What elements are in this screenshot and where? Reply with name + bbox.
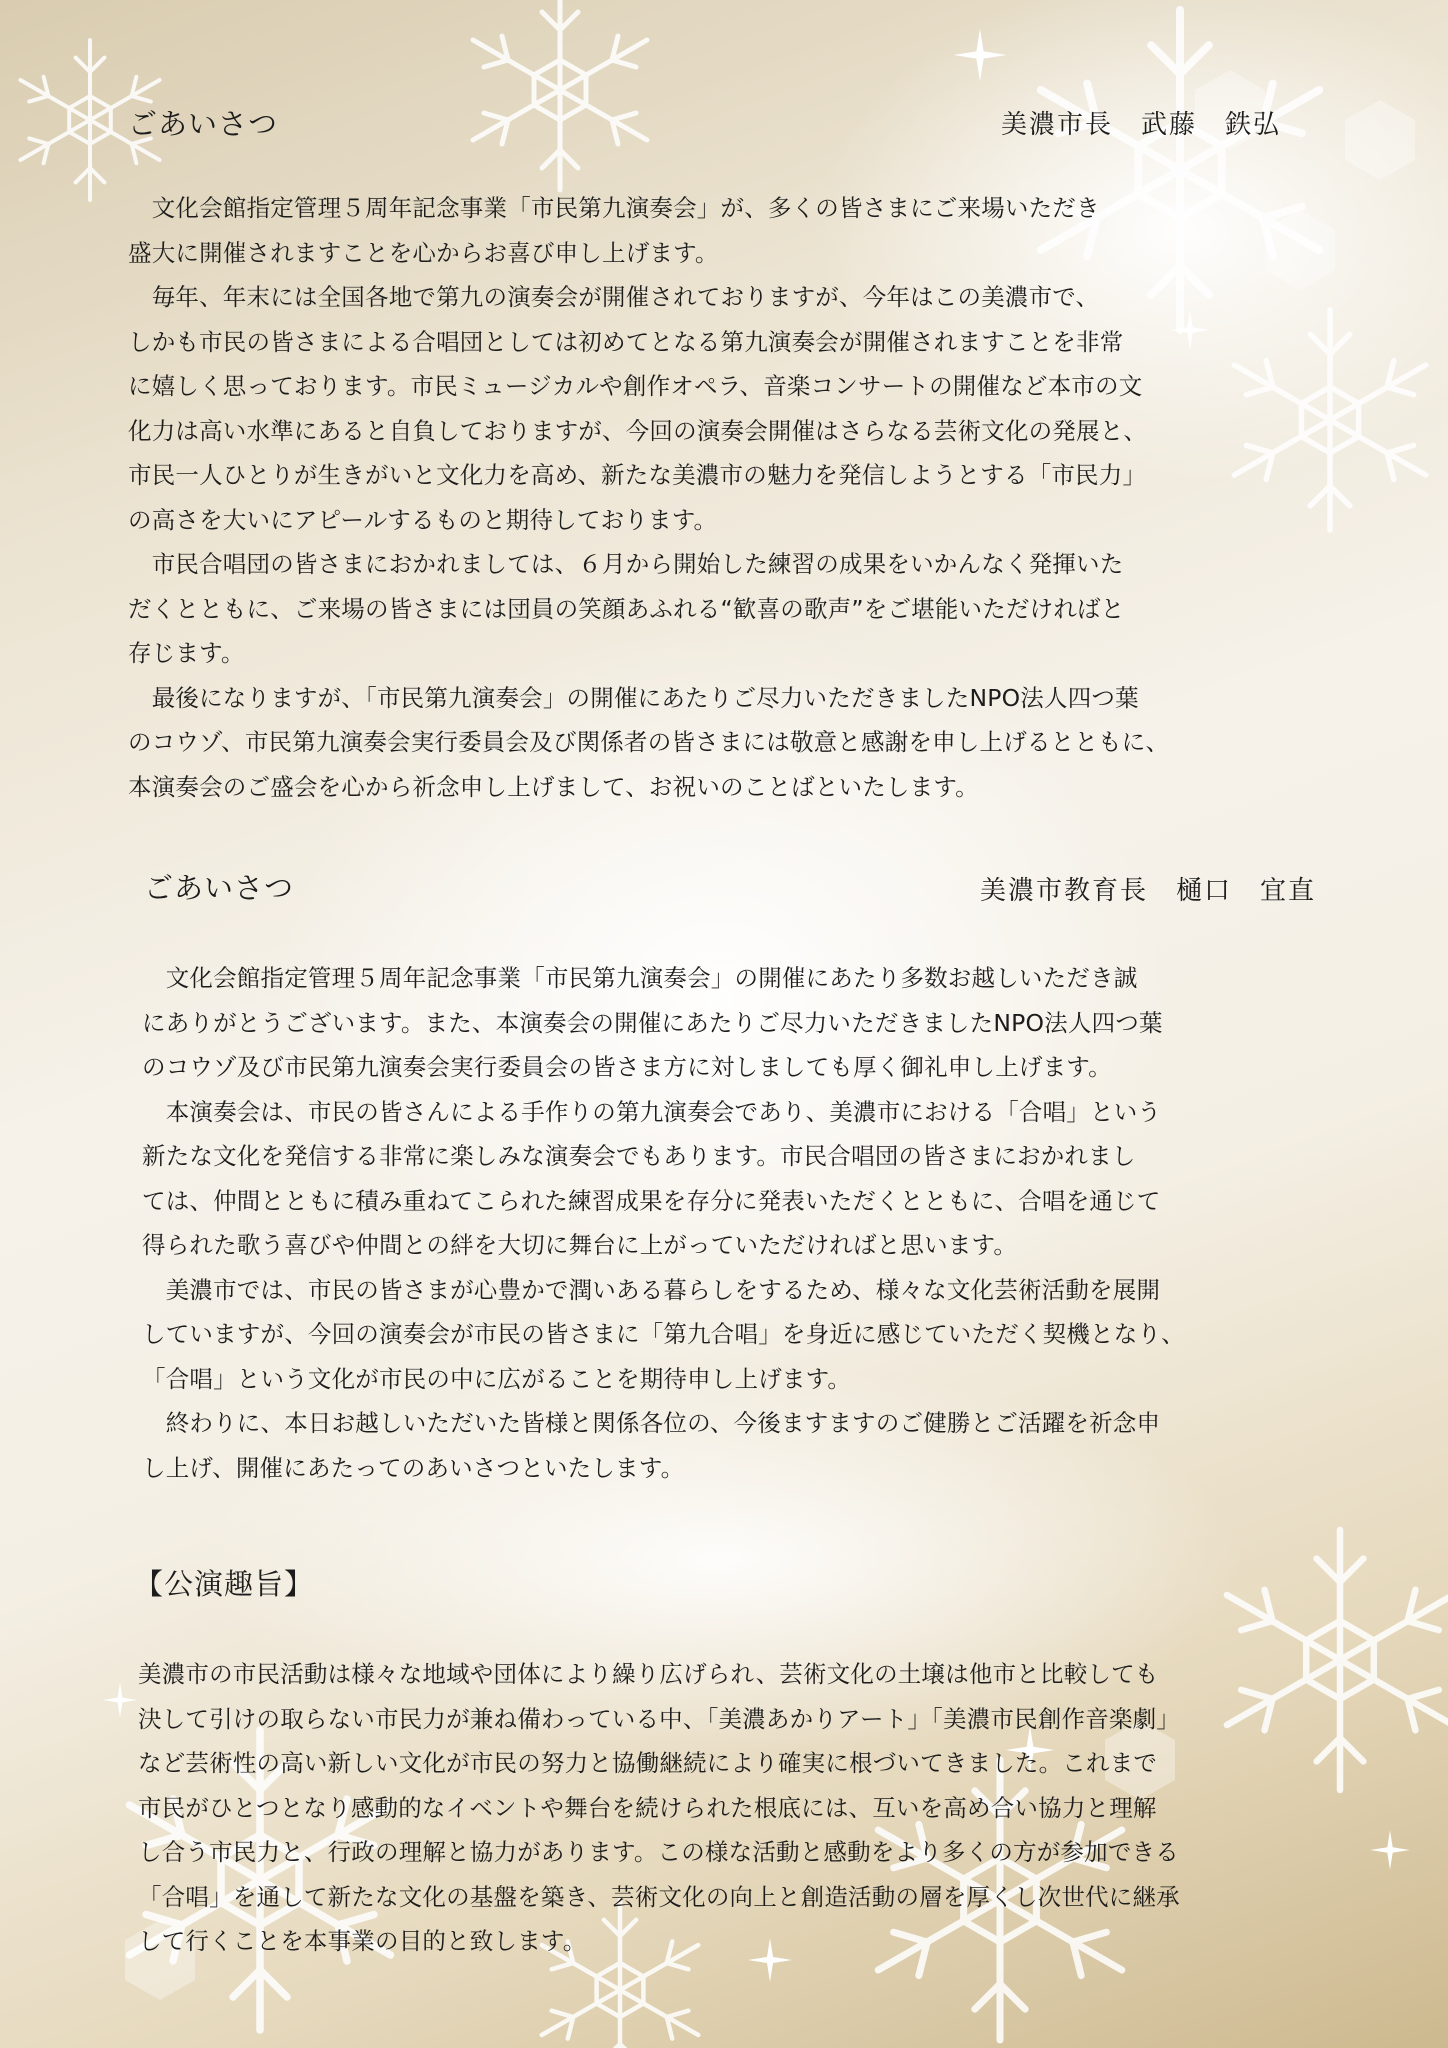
text-line: 文化会館指定管理５周年記念事業「市民第九演奏会」が、多くの皆さまにご来場いただき xyxy=(128,194,1100,222)
text-line: 終わりに、本日お越しいただいた皆様と関係各位の、今後ますますのご健勝とご活躍を祈念申 xyxy=(142,1409,1161,1437)
text-line: 最後になりますが、「市民第九演奏会」の開催にあたりご尽力いただきましたNPO法人四つ葉 xyxy=(128,683,1139,712)
text-line: 文化会館指定管理５周年記念事業「市民第九演奏会」の開催にあたり多数お越しいただき誠 xyxy=(142,964,1138,992)
text-line: 市民一人ひとりが生きがいと文化力を高め、新たな美濃市の魅力を発信しようとする「市民力」 xyxy=(128,461,1147,489)
text-line: 得られた歌う喜びや仲間との絆を大切に舞台に上がっていただければと思います。 xyxy=(142,1231,1018,1259)
text-line: だくとともに、ご来場の皆さまには団員の笑顔あふれる“歓喜の歌声”をご堪能いただければと xyxy=(128,594,1125,623)
text-line: 市民合唱団の皆さまにおかれましては、６月から開始した練習の成果をいかんなく発揮いた xyxy=(128,550,1124,578)
greeting2-signer: 美濃市教育長 樋口 宜直 xyxy=(980,876,1317,906)
text-line: 市民がひとつとなり感動的なイベントや舞台を続けられた根底には、互いを高め合い協力と理解 xyxy=(138,1793,1157,1822)
text-line: 本演奏会のご盛会を心から祈念申し上げまして、お祝いのことばといたします。 xyxy=(128,772,979,801)
text-line: 毎年、年末には全国各地で第九の演奏会が開催されておりますが、今年はこの美濃市で、 xyxy=(128,283,1100,311)
text-line: し上げ、開催にあたってのあいさつといたします。 xyxy=(142,1453,685,1482)
text-line: に嬉しく思っております。市民ミュージカルや創作オペラ、音楽コンサートの開催など本市の文 xyxy=(128,372,1143,400)
greeting1-body xyxy=(128,186,1169,809)
greeting1-title: ごあいさつ xyxy=(128,107,279,141)
text-line: のコウゾ及び市民第九演奏会実行委員会の皆さま方に対しましても厚く御礼申し上げます。 xyxy=(142,1053,1112,1081)
greeting2-body xyxy=(142,956,1185,1490)
greeting2-title: ごあいさつ xyxy=(144,871,295,905)
purpose-body xyxy=(138,1652,1180,1964)
text-line: 決して引けの取らない市民力が兼ね備わっている中、「美濃あかりアート」「美濃市民創作音楽劇」 xyxy=(138,1704,1181,1733)
text-line: 美濃市の市民活動は様々な地域や団体により繰り広げられ、芸術文化の土壌は他市と比較しても xyxy=(138,1660,1159,1688)
text-line: 本演奏会は、市民の皆さんによる手作りの第九演奏会であり、美濃市における「合唱」という xyxy=(142,1097,1162,1126)
text-line: しかも市民の皆さまによる合唱団としては初めてとなる第九演奏会が開催されますことを非常 xyxy=(128,327,1124,356)
text-line: にありがとうございます。また、本演奏会の開催にあたりご尽力いただきましたNPO法人四つ葉 xyxy=(142,1008,1163,1037)
text-line: 「合唱」という文化が市民の中に広がることを期待申し上げます。 xyxy=(142,1364,852,1393)
greeting1-signer: 美濃市長 武藤 鉄弘 xyxy=(1001,110,1282,140)
text-line: の高さを大いにアピールするものと期待しております。 xyxy=(128,505,718,534)
text-line: 美濃市では、市民の皆さまが心豊かで潤いある暮らしをするため、様々な文化芸術活動を展開 xyxy=(142,1275,1161,1304)
text-line: 盛大に開催されますことを心からお喜び申し上げます。 xyxy=(128,238,719,267)
text-line: 存じます。 xyxy=(128,639,245,667)
text-line: していますが、今回の演奏会が市民の皆さまに「第九合唱」を身近に感じていただく契機となり、 xyxy=(142,1320,1185,1348)
text-line: して行くことを本事業の目的と致します。 xyxy=(138,1927,587,1955)
text-line: 「合唱」を通して新たな文化の基盤を築き、芸術文化の向上と創造活動の層を厚くし次世代に継承 xyxy=(138,1882,1180,1911)
text-line: 新たな文化を発信する非常に楽しみな演奏会でもあります。市民合唱団の皆さまにおかれまし xyxy=(142,1142,1136,1170)
purpose-title: 【公演趣旨】 xyxy=(134,1567,315,1601)
text-line: など芸術性の高い新しい文化が市民の努力と協働継続により確実に根づいてきました。これまで xyxy=(138,1749,1158,1777)
text-line: し合う市民力と、行政の理解と協力があります。この様な活動と感動をより多くの方が参加できる xyxy=(138,1838,1179,1866)
text-line: ては、仲間とともに積み重ねてこられた練習成果を存分に発表いただくとともに、合唱を通じて xyxy=(142,1186,1161,1215)
text-line: のコウゾ、市民第九演奏会実行委員会及び関係者の皆さまには敬意と感謝を申し上げるとともに、 xyxy=(128,728,1170,756)
text-line: 化力は高い水準にあると自負しておりますが、今回の演奏会開催はさらなる芸術文化の発展と、 xyxy=(128,416,1148,445)
